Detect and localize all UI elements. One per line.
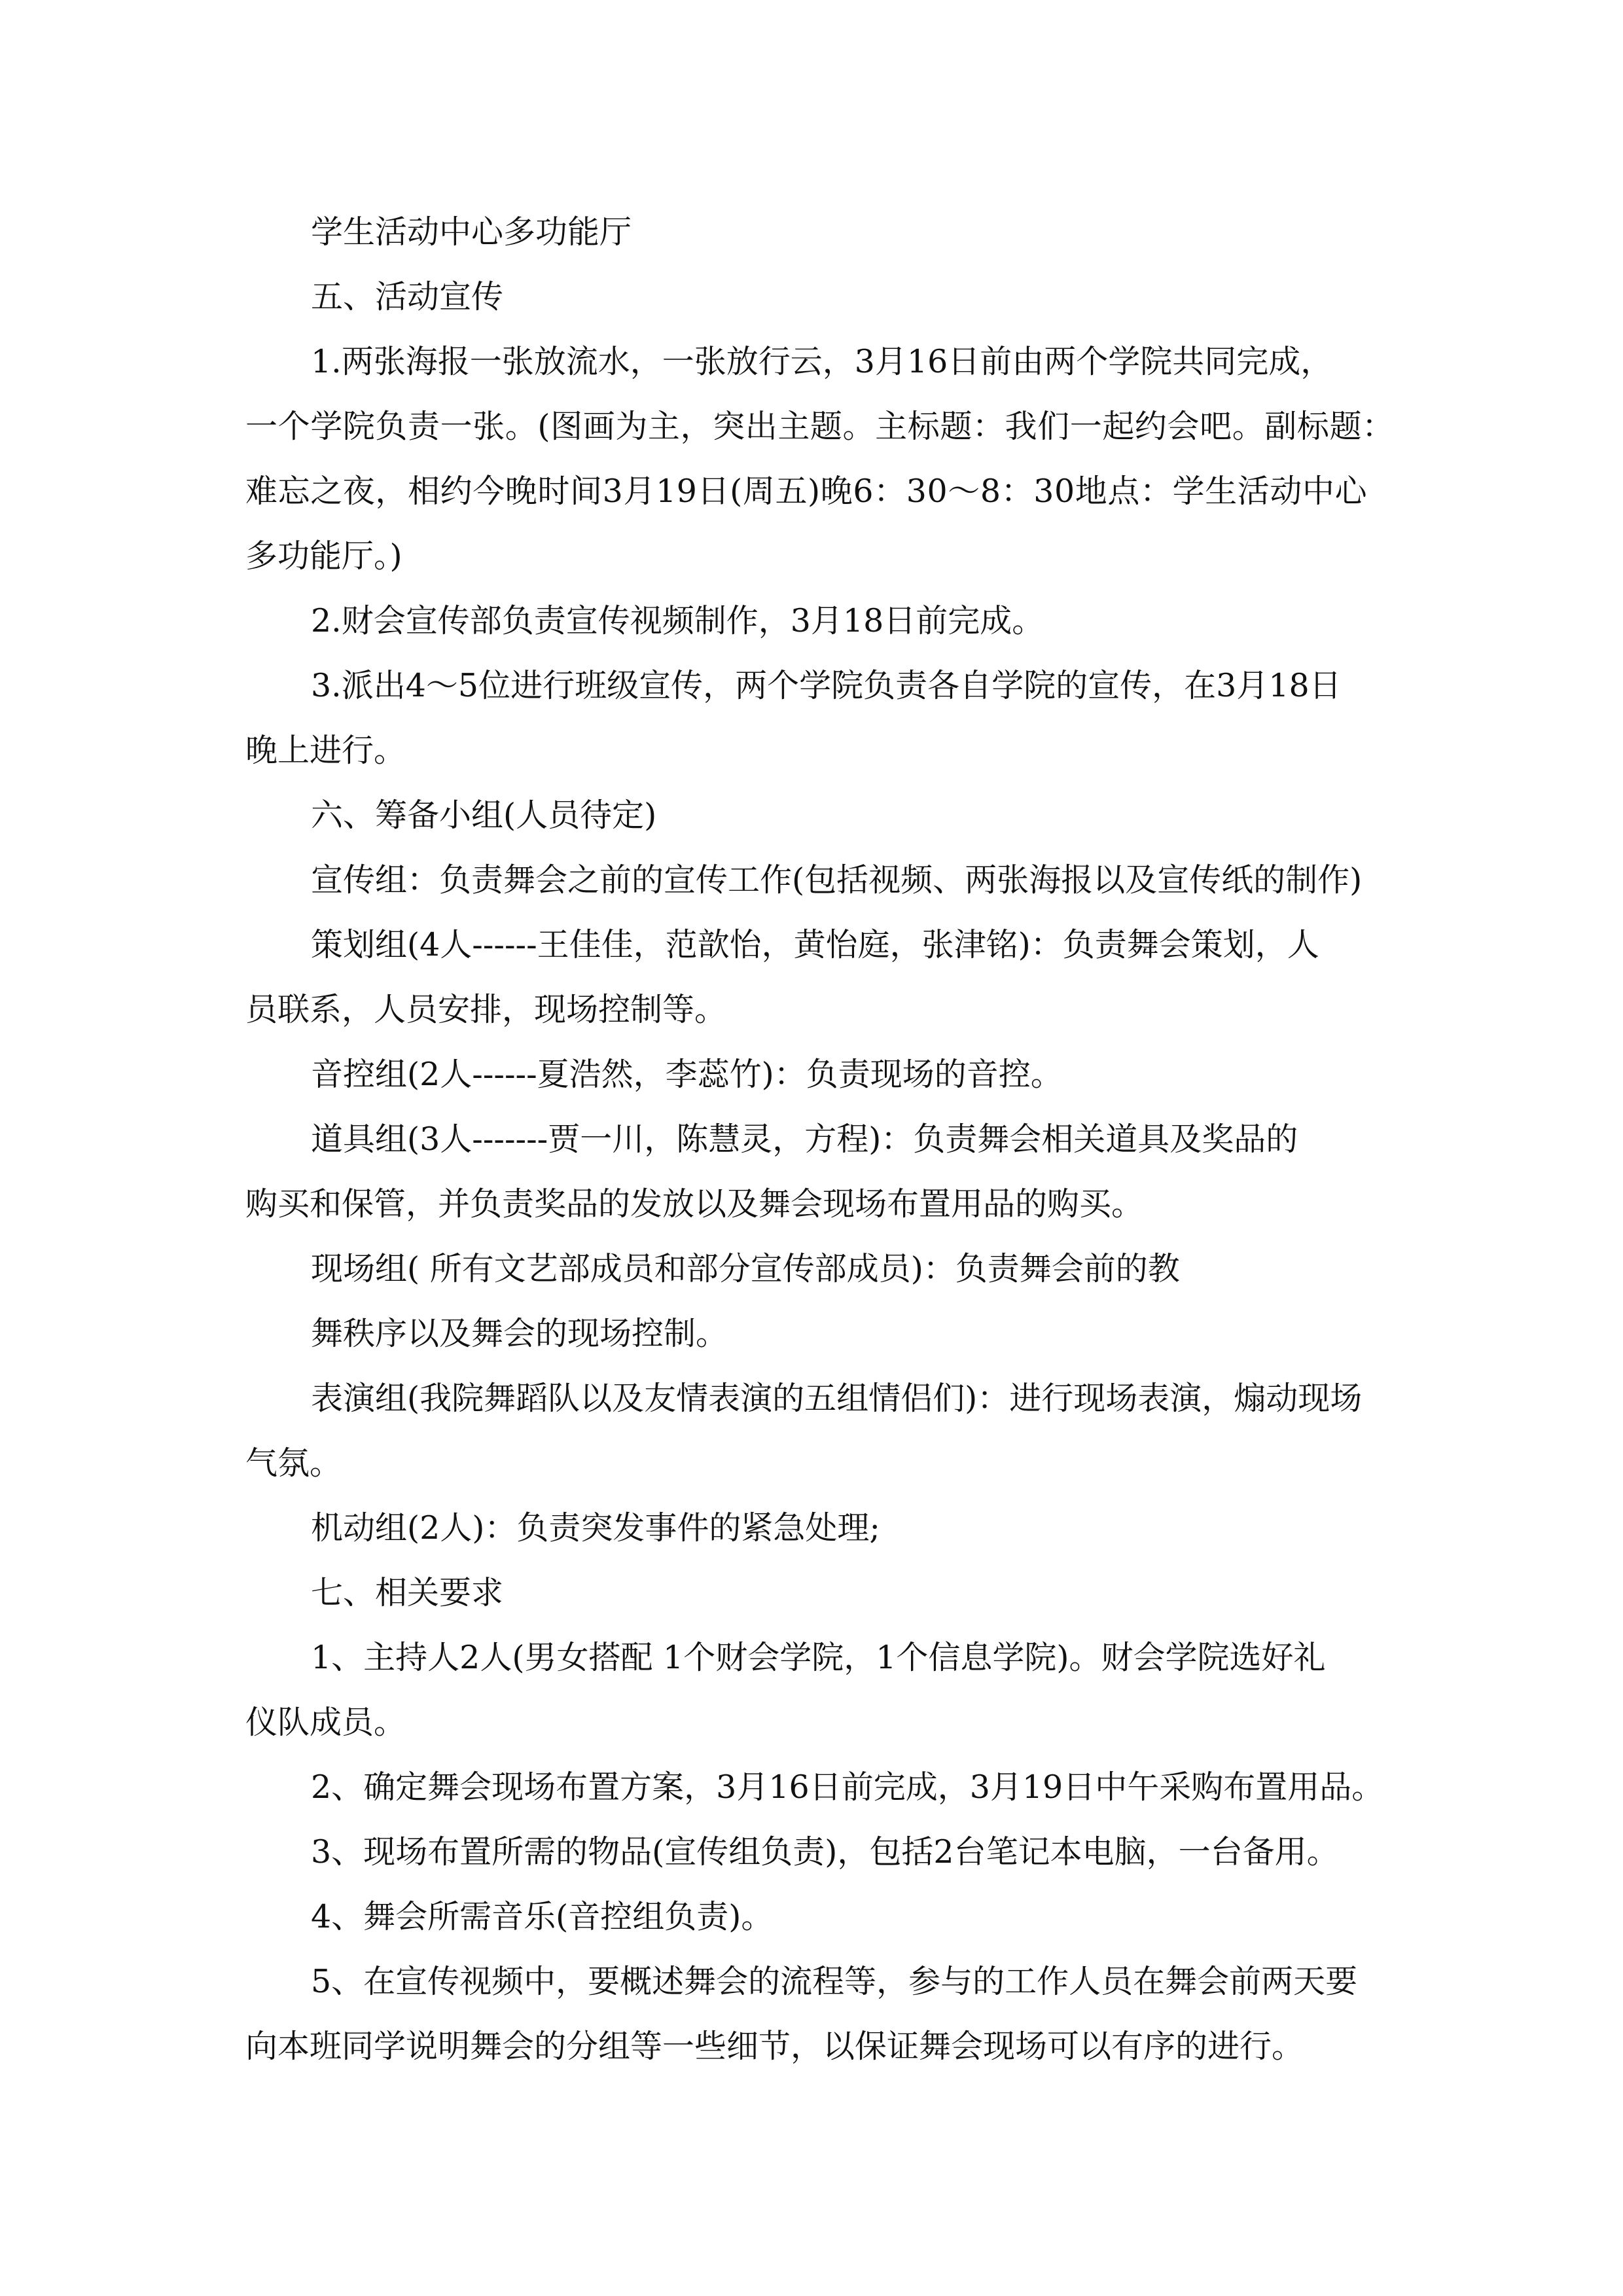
paragraph-line: 音控组(2人------夏浩然，李蕊竹)：负责现场的音控。: [311, 1056, 1063, 1093]
paragraph-line: 舞秩序以及舞会的现场控制。: [311, 1315, 728, 1352]
paragraph-line: 表演组(我院舞蹈队以及友情表演的五组情侣们)：进行现场表演，煽动现场: [311, 1380, 1363, 1417]
paragraph-line: 2.财会宣传部负责宣传视频制作，3月18日前完成。: [311, 602, 1044, 639]
paragraph-line: 2、确定舞会现场布置方案，3月16日前完成，3月19日中午采购布置用品。: [311, 1768, 1384, 1806]
paragraph-line: 多功能厅。): [245, 537, 402, 575]
paragraph-line: 购买和保管，并负责奖品的发放以及舞会现场布置用品的购买。: [245, 1185, 1144, 1223]
paragraph-line: 机动组(2人)：负责突发事件的紧急处理;: [311, 1509, 880, 1547]
paragraph-line: 4、舞会所需音乐(音控组负责)。: [311, 1898, 774, 1935]
paragraph-line: 一个学院负责一张。(图画为主，突出主题。主标题：我们一起约会吧。副标题：: [245, 408, 1395, 445]
paragraph-line: 晚上进行。: [245, 732, 406, 769]
paragraph-line: 学生活动中心多功能厅: [311, 213, 632, 251]
paragraph-line: 道具组(3人-------贾一川，陈慧灵，方程)：负责舞会相关道具及奖品的: [311, 1121, 1298, 1158]
paragraph-line: 策划组(4人------王佳佳，范歆怡，黄怡庭，张津铭)：负责舞会策划，人: [311, 926, 1319, 963]
paragraph-line: 3.派出4～5位进行班级宣传，两个学院负责各自学院的宣传，在3月18日: [311, 667, 1342, 704]
paragraph-line: 1、主持人2人(男女搭配 1个财会学院，1个信息学院)。财会学院选好礼: [311, 1639, 1326, 1676]
paragraph-line: 宣传组：负责舞会之前的宣传工作(包括视频、两张海报以及宣传纸的制作): [311, 861, 1363, 899]
paragraph-line: 1.两张海报一张放流水，一张放行云，3月16日前由两个学院共同完成，: [311, 343, 1333, 380]
paragraph-line: 现场组( 所有文艺部成员和部分宣传部成员)：负责舞会前的教: [311, 1250, 1180, 1287]
paragraph-line: 员联系，人员安排，现场控制等。: [245, 991, 727, 1028]
document-body: [245, 200, 1395, 2079]
section-heading: 六、筹备小组(人员待定): [311, 797, 657, 834]
section-heading: 五、活动宣传: [311, 278, 504, 315]
paragraph-line: 5、在宣传视频中，要概述舞会的流程等，参与的工作人员在舞会前两天要: [311, 1963, 1358, 2000]
section-heading: 七、相关要求: [311, 1574, 504, 1611]
paragraph-line: 难忘之夜，相约今晚时间3月19日(周五)晚6：30～8：30地点：学生活动中心: [245, 473, 1368, 510]
paragraph-line: 3、现场布置所需的物品(宣传组负责)，包括2台笔记本电脑，一台备用。: [311, 1833, 1339, 1871]
paragraph-line: 向本班同学说明舞会的分组等一些细节，以保证舞会现场可以有序的进行。: [245, 2028, 1304, 2065]
paragraph-line: 气氛。: [245, 1444, 342, 1482]
paragraph-line: 仪队成员。: [245, 1704, 406, 1741]
